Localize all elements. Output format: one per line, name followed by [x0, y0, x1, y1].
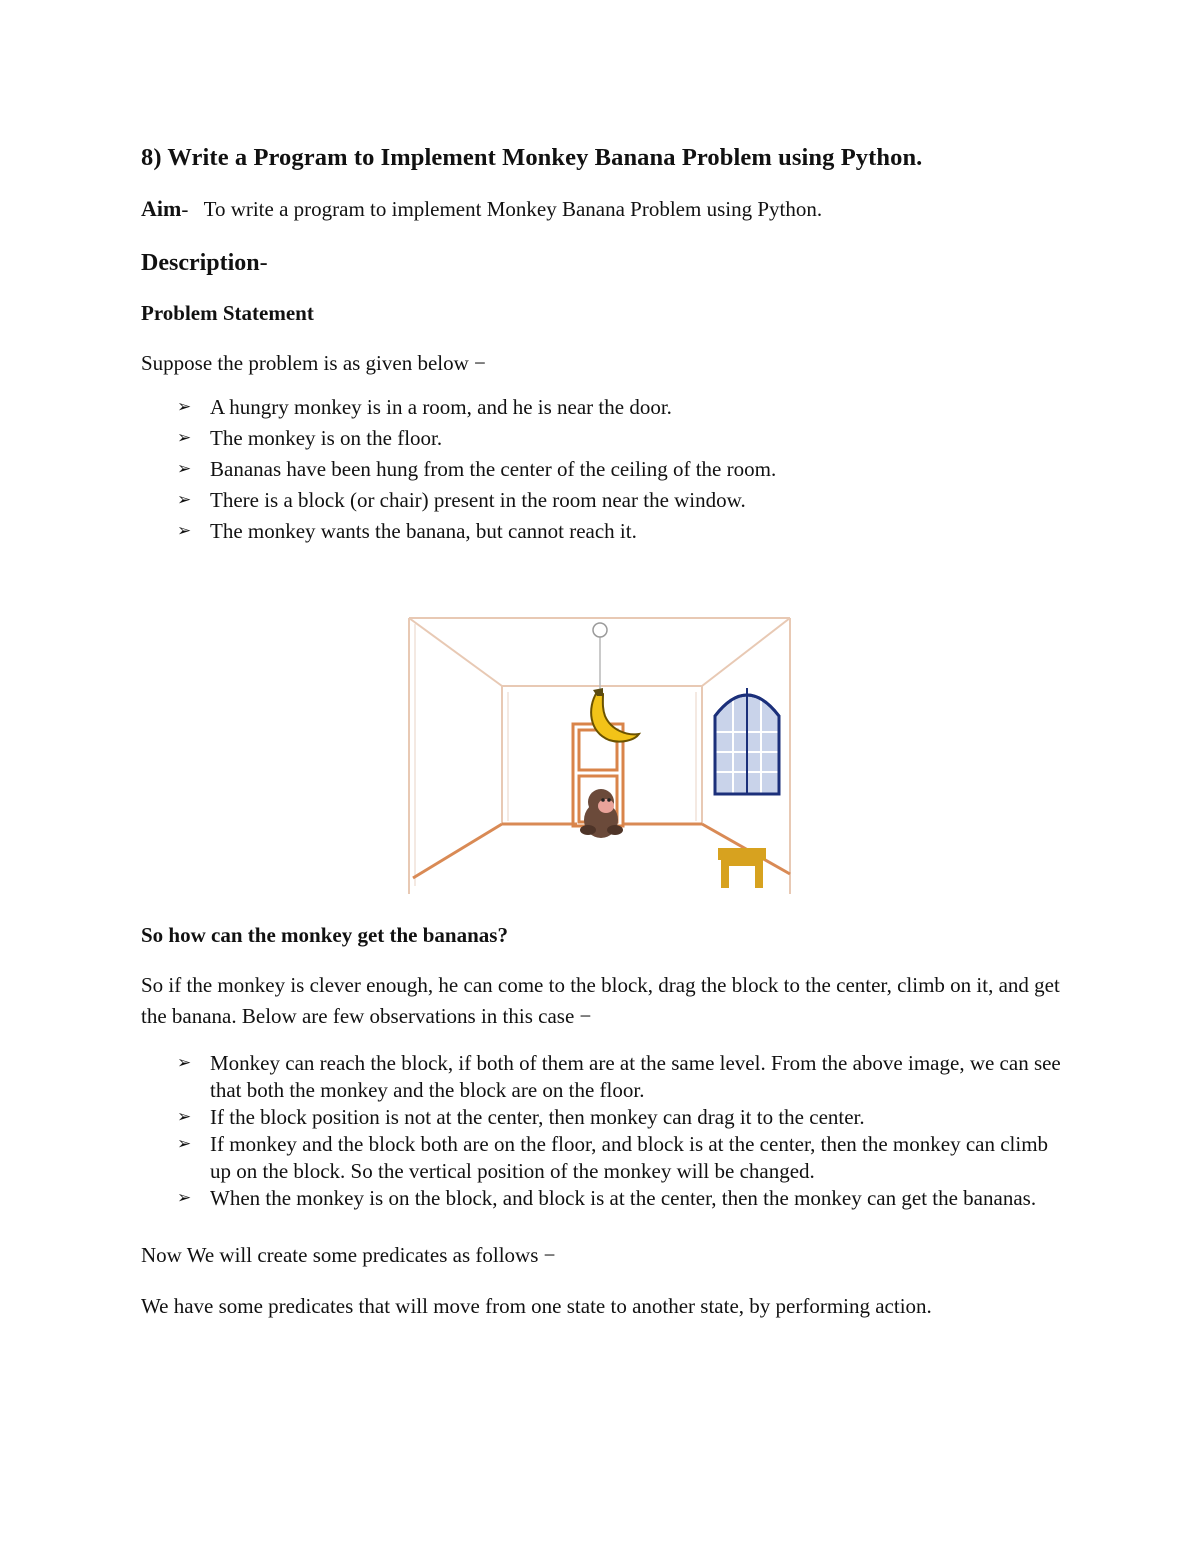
- list-item: ➢ Bananas have been hung from the center of the ceiling of the room.: [177, 457, 777, 481]
- description-dash: -: [259, 250, 268, 276]
- list-item: ➢ If the block position is not at the center, then monkey can drag it to the center.: [177, 1105, 865, 1129]
- room-illustration-icon: [407, 616, 792, 896]
- page-title: 8) Write a Program to Implement Monkey Banana Problem using Python.: [141, 144, 923, 171]
- description-heading: [141, 246, 1071, 280]
- arrow-bullet-icon: ➢: [177, 1134, 192, 1154]
- question-intro: So if the monkey is clever enough, he can come to the block, drag the block to the center, climb on it, and get the banana. Below are few observations in this case −: [141, 973, 1060, 1028]
- aim-dash: -: [181, 197, 189, 221]
- problem-list: [141, 394, 1071, 545]
- arrow-bullet-icon: ➢: [177, 490, 192, 510]
- arrow-bullet-icon: ➢: [177, 1188, 192, 1208]
- list-item: ➢ The monkey is on the floor.: [177, 426, 443, 450]
- aim-label: Aim: [141, 196, 182, 221]
- arrow-bullet-icon: ➢: [177, 428, 192, 448]
- predicates-description: We have some predicates that will move from one state to another state, by performing action.: [141, 1294, 932, 1318]
- room-illustration: [407, 616, 792, 896]
- list-item: ➢ If monkey and the block both are on the floor, and block is at the center, then the monkey can climb up on the block. So the vertical position of the monkey will be changed.: [177, 1132, 1049, 1183]
- list-item: ➢ A hungry monkey is in a room, and he is near the door.: [177, 395, 672, 419]
- arrow-bullet-icon: ➢: [177, 521, 192, 541]
- arrow-bullet-icon: ➢: [177, 1053, 192, 1073]
- document-page: [141, 138, 1071, 1318]
- list-item: ➢ The monkey wants the banana, but cannot reach it.: [177, 519, 637, 543]
- arrow-bullet-icon: ➢: [177, 397, 192, 417]
- observations-section: [141, 970, 1071, 1322]
- problem-intro: Suppose the problem is as given below −: [141, 351, 486, 375]
- arrow-bullet-icon: ➢: [177, 459, 192, 479]
- problem-statement-heading: Problem Statement: [141, 301, 314, 325]
- observations-list: [141, 1050, 1071, 1212]
- aim-line: [141, 194, 1071, 224]
- arrow-bullet-icon: ➢: [177, 1107, 192, 1127]
- description-label: Description: [141, 250, 260, 276]
- list-item: ➢ Monkey can reach the block, if both of them are at the same level. From the above image, we can see that both the monkey and the block are on the floor.: [177, 1051, 1061, 1102]
- list-item: ➢ There is a block (or chair) present in the room near the window.: [177, 488, 746, 512]
- predicates-intro: Now We will create some predicates as follows −: [141, 1243, 556, 1267]
- list-item: ➢ When the monkey is on the block, and block is at the center, then the monkey can get the bananas.: [177, 1186, 1037, 1210]
- question-heading: So how can the monkey get the bananas?: [141, 923, 508, 947]
- aim-text: To write a program to implement Monkey Banana Problem using Python.: [203, 197, 823, 221]
